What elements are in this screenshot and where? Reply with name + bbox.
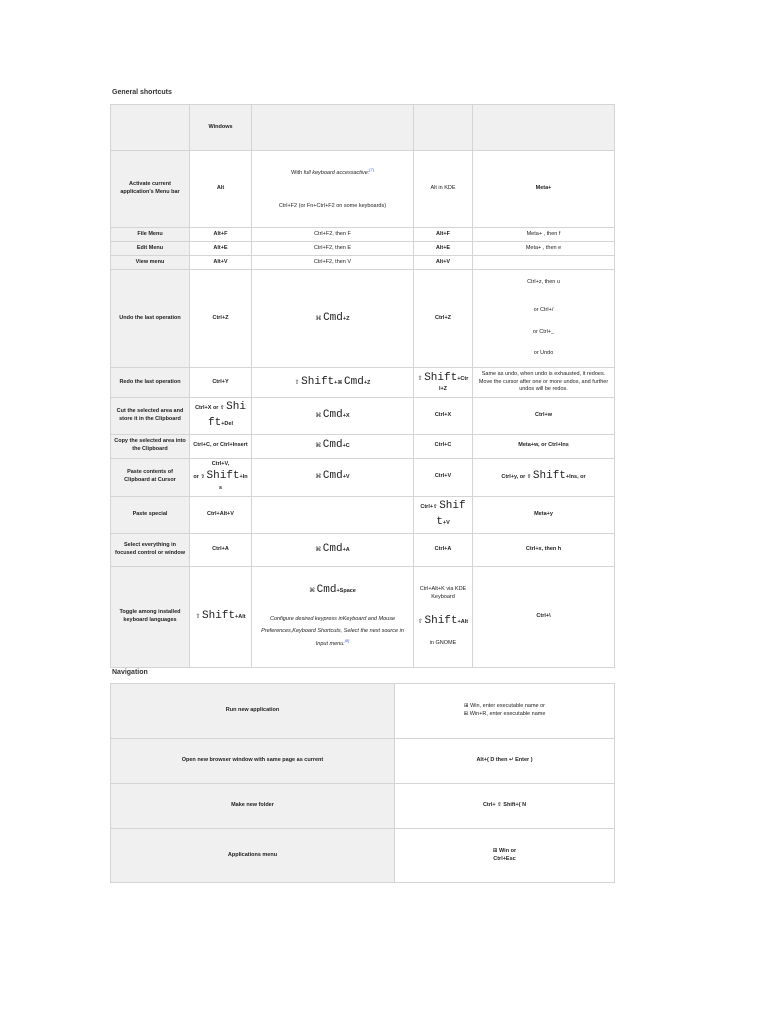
other-cell: Same as undo, when undo is exhausted, it redoes. Move the cursor after one or more undos, and further undos will be redos.: [473, 368, 615, 398]
other-cell: Meta+w, or Ctrl+Ins: [473, 434, 615, 458]
mac-key-big: Cmd: [323, 311, 343, 324]
row-label: Edit Menu: [111, 242, 190, 256]
kde-cell: Alt+F: [414, 228, 473, 242]
windows-key-big: ft: [208, 416, 222, 429]
footnote-link[interactable]: [8]: [344, 638, 350, 644]
windows-cell: Ctrl+C, or Ctrl+Insert: [190, 434, 252, 458]
kde-cell: Alt in KDE: [414, 151, 473, 228]
shortcut-text: Alt+( D then ↵ Enter ): [476, 757, 533, 764]
table-row: [111, 684, 615, 739]
windows-cell: [190, 398, 252, 435]
command-icon: ⌘: [315, 315, 322, 322]
kde-text: Ctrl+Alt+K via KDE Keyboard: [419, 585, 467, 600]
shortcut-cell: [395, 829, 615, 883]
table-row: [111, 398, 615, 435]
mac-key-small: +A: [342, 546, 350, 553]
shortcut-text: Ctrl+Esc: [493, 855, 516, 862]
windows-text: Ctrl+X or ⇧: [195, 405, 225, 411]
row-label: Undo the last operation: [111, 270, 190, 368]
shift-icon: ⇧: [417, 375, 423, 382]
table-row: [111, 151, 615, 228]
row-label: Toggle among installed keyboard languages: [111, 566, 190, 667]
mac-cell: [252, 270, 414, 368]
windows-text: or ⇧: [193, 474, 205, 481]
row-label: Paste special: [111, 496, 190, 533]
mac-cell: [252, 398, 414, 435]
row-label: Copy the selected area into the Clipboard: [111, 434, 190, 458]
shortcut-cell: [395, 739, 615, 784]
kde-cell: Ctrl+A: [414, 533, 473, 566]
mac-cell: [252, 434, 414, 458]
row-label: Applications menu: [111, 829, 395, 883]
mac-cell: Ctrl+F2, then V: [252, 256, 414, 270]
kde-cell: [414, 368, 473, 398]
windows-cell: Alt: [190, 151, 252, 228]
mac-cell: [252, 458, 414, 496]
shortcut-cell: [395, 684, 615, 739]
other-text: Ctrl+y, or ⇧: [501, 474, 532, 481]
table-row: [111, 829, 615, 883]
table-header-row: [111, 105, 615, 151]
other-cell: Meta+: [473, 151, 615, 228]
header-cell-4: [414, 105, 473, 151]
shortcut-text: ⊞ Win+R, enter executable name: [463, 711, 546, 717]
shortcut-text: Ctrl+ ⇧ Shift+( N: [482, 802, 527, 809]
other-cell: Ctrl+\: [473, 566, 615, 667]
other-line: Ctrl+z, then u: [527, 278, 560, 285]
kde-cell: Ctrl+Z: [414, 270, 473, 368]
table-row: [111, 784, 615, 829]
shift-icon: ⇧: [417, 618, 423, 625]
table-row: [111, 458, 615, 496]
mac-key-big: Cmd: [316, 584, 337, 597]
command-icon: ⌘: [315, 474, 322, 481]
windows-key-big: Shi: [226, 401, 246, 413]
windows-cell: Alt+V: [190, 256, 252, 270]
header-windows: Windows: [190, 105, 252, 151]
kde-cell: Alt+E: [414, 242, 473, 256]
shortcut-cell: [395, 784, 615, 829]
shift-icon: ⇧: [195, 613, 201, 620]
table-row: [111, 256, 615, 270]
mac-cell: Ctrl+F2, then F: [252, 228, 414, 242]
windows-cell: Ctrl+A: [190, 533, 252, 566]
navigation-title: Navigation: [112, 669, 148, 676]
row-label: Run new application: [111, 684, 395, 739]
row-label: Make new folder: [111, 784, 395, 829]
windows-cell: Ctrl+Alt+V: [190, 496, 252, 533]
mac-text-line2: Ctrl+F2 (or Fn+Ctrl+F2 on some keyboards): [278, 203, 387, 210]
table-row: [111, 270, 615, 368]
mac-italic-text: full keyboard accessactive:: [303, 169, 370, 176]
row-label: Paste contents of Clipboard at Cursor: [111, 458, 190, 496]
row-label: Select everything in focused control or window: [111, 533, 190, 566]
table-row: [111, 434, 615, 458]
windows-key-big: Shift: [206, 470, 240, 483]
other-line: or Undo: [533, 350, 554, 357]
other-cell: [473, 256, 615, 270]
mac-key-small: +Z: [363, 379, 371, 386]
kde-cell: Ctrl+C: [414, 434, 473, 458]
mac-cell: [252, 496, 414, 533]
other-key-big: Shift: [532, 470, 566, 483]
mac-cell: [252, 566, 414, 667]
shortcut-text: ⊞ Win, enter executable name or: [463, 703, 546, 710]
other-line: or Ctrl+_: [532, 328, 555, 335]
command-icon: ⌘: [315, 412, 322, 419]
row-label: File Menu: [111, 228, 190, 242]
row-label: Open new browser window with same page as current: [111, 739, 395, 784]
other-cell: [473, 270, 615, 368]
command-icon: ⌘: [315, 443, 322, 450]
kde-text: Ctrl+⇧: [420, 503, 438, 510]
header-cell-5: [473, 105, 615, 151]
other-cell: Ctrl+x, then h: [473, 533, 615, 566]
mac-key-small: +Z: [342, 315, 350, 322]
kde-text: in GNOME: [429, 639, 457, 646]
kde-key-small: +V: [442, 519, 450, 526]
other-cell: Meta+ , then f: [473, 228, 615, 242]
header-cell-1: [111, 105, 190, 151]
shift-icon: ⇧: [294, 379, 300, 386]
shortcut-text: ⊞ Win or: [492, 847, 517, 854]
other-line: or Ctrl+/: [533, 306, 554, 313]
row-label: Redo the last operation: [111, 368, 190, 398]
windows-cell: [190, 566, 252, 667]
windows-key-small: +Del: [221, 420, 233, 427]
windows-cell: Ctrl+Z: [190, 270, 252, 368]
kde-key-big: Shif: [439, 499, 466, 512]
windows-key-small: +Alt: [235, 613, 246, 620]
mac-key-small: +⌘: [334, 379, 343, 386]
kde-cell: Ctrl+V: [414, 458, 473, 496]
kde-cell: Ctrl+X: [414, 398, 473, 435]
mac-text-line2: Configure desired keypress inKeyboard and Mouse Preferences,Keyboard Shortcuts, Select the next source in Input menu.: [261, 616, 404, 648]
windows-cell: Ctrl+Y: [190, 368, 252, 398]
table-row: [111, 368, 615, 398]
other-cell: Ctrl+w: [473, 398, 615, 435]
row-label: Cut the selected area and store it in the Clipboard: [111, 398, 190, 435]
other-cell: [473, 458, 615, 496]
other-key-small: +Ins, or: [565, 474, 586, 481]
mac-key-big: Shift: [301, 375, 335, 388]
table-row: [111, 533, 615, 566]
mac-cell: [252, 368, 414, 398]
mac-key-big: Cmd: [344, 375, 364, 388]
kde-cell: Alt+V: [414, 256, 473, 270]
mac-key-big: Cmd: [322, 408, 343, 421]
kde-key-big: Shift: [424, 614, 458, 627]
navigation-table: [110, 683, 615, 883]
kde-key-big: t: [436, 515, 443, 528]
footnote-link[interactable]: [7]: [369, 166, 374, 172]
table-row: [111, 496, 615, 533]
mac-key-big: Cmd: [322, 470, 343, 483]
kde-key-big: Shift: [424, 371, 458, 384]
mac-key-small: +V: [342, 474, 350, 481]
windows-cell: Alt+E: [190, 242, 252, 256]
table-row: [111, 242, 615, 256]
table-row: [111, 566, 615, 667]
mac-key-small: +X: [342, 412, 350, 419]
mac-text: With: [291, 169, 304, 176]
other-cell: Meta+y: [473, 496, 615, 533]
mac-key-small: +Space: [336, 588, 356, 595]
general-shortcuts-table: [110, 104, 615, 668]
header-cell-3: [252, 105, 414, 151]
mac-key-big: Cmd: [322, 439, 343, 452]
table-row: [111, 228, 615, 242]
windows-cell: Alt+F: [190, 228, 252, 242]
row-label: Activate current application's Menu bar: [111, 151, 190, 228]
kde-key-small: +Alt: [457, 618, 469, 625]
table-row: [111, 739, 615, 784]
command-icon: ⌘: [315, 546, 322, 553]
other-cell: Meta+ , then e: [473, 242, 615, 256]
windows-key-big: Shift: [202, 609, 236, 622]
windows-key-small: s: [218, 485, 223, 492]
row-label: View menu: [111, 256, 190, 270]
kde-key-small: +Ctr: [457, 375, 469, 382]
kde-cell: [414, 496, 473, 533]
mac-key-big: Cmd: [322, 542, 343, 555]
general-shortcuts-title: General shortcuts: [112, 89, 172, 96]
mac-key-small: +C: [342, 443, 350, 450]
windows-key-small: +In: [239, 474, 248, 481]
mac-cell: Ctrl+F2, then E: [252, 242, 414, 256]
command-icon: ⌘: [309, 588, 316, 595]
windows-cell: [190, 458, 252, 496]
kde-cell: [414, 566, 473, 667]
windows-text: Ctrl+V,: [211, 461, 230, 468]
kde-key-small: l+Z: [438, 386, 448, 393]
mac-cell: [252, 151, 414, 228]
mac-cell: [252, 533, 414, 566]
